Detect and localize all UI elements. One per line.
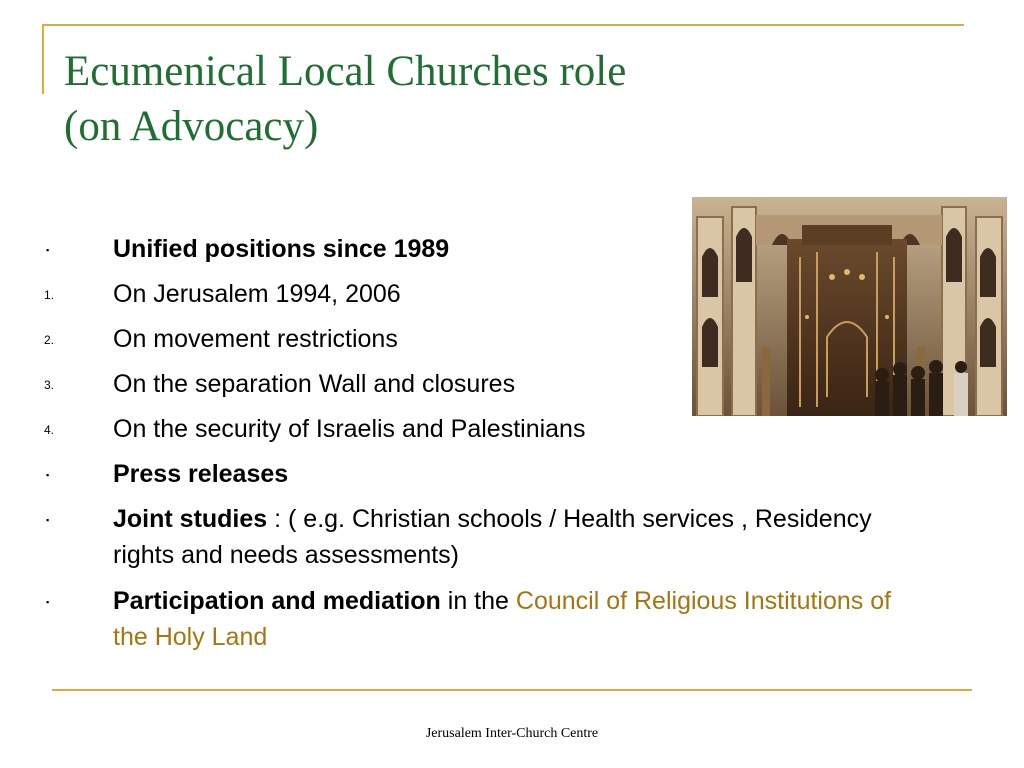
item-text: On the separation Wall and closures [113, 370, 516, 398]
item-number: 3. [44, 378, 55, 392]
item-text: : ( e.g. Christian schools / Health services , Residency rights and needs assessments) [113, 505, 872, 569]
square-bullet-icon: ▪ [46, 245, 50, 255]
slide-title-line-1: Ecumenical Local Churches role [64, 48, 627, 95]
item-text: On movement restrictions [113, 325, 398, 353]
list-item [0, 228, 1024, 273]
item-heading: Participation and mediation [113, 587, 441, 615]
item-number: 2. [44, 333, 55, 347]
bullet-list [0, 228, 1024, 662]
footer-text: Jerusalem Inter-Church Centre [425, 726, 599, 741]
top-border-line [42, 24, 964, 26]
square-bullet-icon: ▪ [46, 597, 50, 607]
list-item [0, 273, 1024, 318]
item-text: On Jerusalem 1994, 2006 [113, 280, 401, 308]
square-bullet-icon: ▪ [46, 470, 50, 480]
list-item [0, 453, 1024, 498]
list-item [0, 318, 1024, 363]
item-heading: Joint studies [113, 505, 268, 533]
item-heading: Unified positions since 1989 [113, 235, 450, 263]
item-heading: Press releases [113, 460, 289, 488]
footer-divider [52, 689, 972, 691]
left-border-line [42, 24, 44, 94]
list-item [0, 580, 1024, 662]
slide-title-line-2: (on Advocacy) [64, 103, 319, 150]
council-name: Council of Religious Institutions of the Holy Land [113, 587, 892, 651]
item-number: 4. [44, 423, 55, 437]
slide-title [64, 44, 626, 154]
item-text: On the security of Israelis and Palestinians [113, 415, 586, 443]
list-item [0, 498, 1024, 580]
item-text: in the [440, 587, 516, 615]
item-number: 1. [44, 288, 55, 302]
list-item [0, 363, 1024, 408]
list-item [0, 408, 1024, 453]
square-bullet-icon: ▪ [46, 515, 50, 525]
